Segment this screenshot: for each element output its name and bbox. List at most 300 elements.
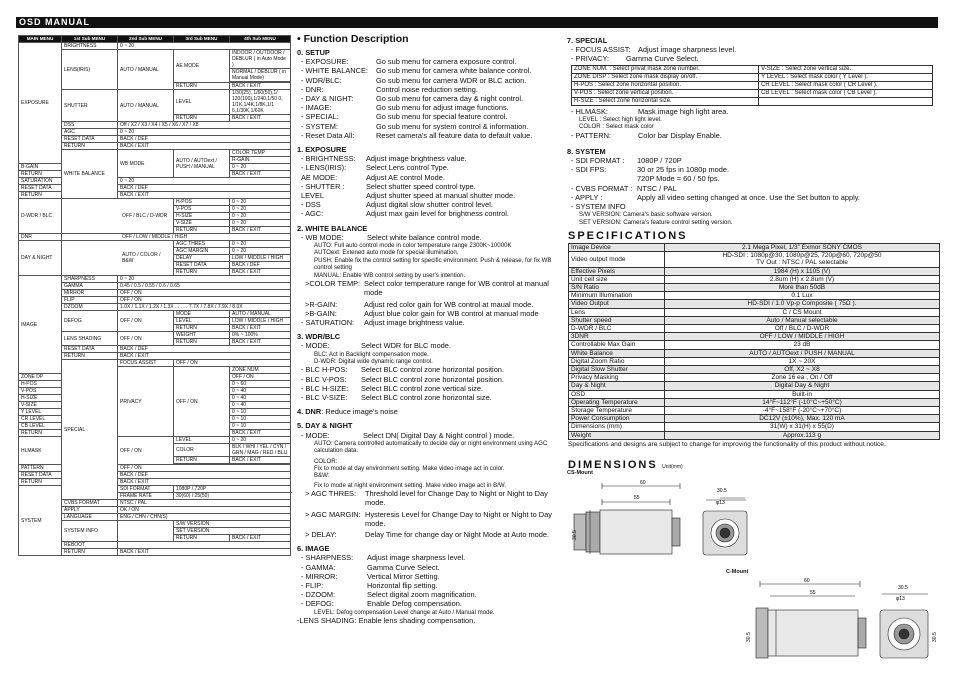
table-row bbox=[569, 284, 940, 292]
cell: OFF / ON bbox=[230, 374, 291, 381]
item-desc: Select BLC control zone vertical size. bbox=[361, 383, 483, 393]
cell: AGC THRES bbox=[174, 241, 230, 248]
cell: NTSC / PAL bbox=[118, 500, 291, 507]
spec-label: Video Output bbox=[569, 300, 665, 308]
setup-list bbox=[297, 57, 562, 140]
cell: RETURN bbox=[19, 479, 62, 486]
item-key: > AGC MARGIN: bbox=[305, 509, 361, 519]
cell: OK / ON bbox=[118, 507, 291, 514]
cell: BACK / EXIT bbox=[230, 227, 291, 234]
item-desc: Go sub menu for camera WDR or BLC action. bbox=[376, 75, 527, 85]
cell: DZOOM bbox=[62, 304, 118, 311]
lens-shading-row: -LENS SHADING: Enable lens shading compensation. bbox=[297, 616, 476, 626]
item-key: > DELAY: bbox=[305, 530, 337, 539]
cell: RESET DATA bbox=[19, 472, 62, 479]
cs-mount-label: CS-Mount bbox=[567, 470, 593, 476]
image-list bbox=[297, 553, 562, 608]
spec-label: 3DNR bbox=[569, 333, 665, 341]
item-key: - CVBS FORMAT : bbox=[571, 183, 633, 193]
wb-rg-row bbox=[297, 300, 562, 309]
list-item bbox=[297, 572, 562, 581]
special-system-section bbox=[567, 36, 942, 226]
item-key: - MIRROR: bbox=[301, 571, 338, 581]
cell: RETURN bbox=[62, 549, 118, 556]
cell: AUTO / MANUAL bbox=[118, 50, 174, 90]
item-desc: Apply all video setting changed at once. Use the Set button to apply. bbox=[637, 192, 860, 202]
cell: RETURN bbox=[174, 269, 230, 276]
item-desc: Horizontal flip setting. bbox=[367, 581, 438, 591]
cell: RETURN bbox=[174, 339, 230, 346]
spec-label: Digital Zoom Ratio bbox=[569, 357, 665, 365]
item-key: - DAY & NIGHT: bbox=[301, 94, 354, 104]
item-desc: Select BLC control zone horizontal size. bbox=[361, 392, 492, 402]
cell: 30(60) / 25(50) bbox=[174, 493, 291, 500]
cell: OFF / ON bbox=[118, 465, 291, 472]
section-heading: 3. WDR/BLC bbox=[297, 332, 341, 342]
spec-label: D-WDR / BLC bbox=[569, 325, 665, 333]
cs-mount-drawing bbox=[570, 478, 750, 563]
col-header: 4th Sub MENU bbox=[230, 36, 291, 43]
hl-note: COLOR : Select mask color bbox=[579, 123, 654, 131]
item-desc: Gamma Curve Select. bbox=[367, 562, 440, 572]
dim-label: 60 bbox=[640, 480, 646, 486]
item-desc: Select BLC control zone horizontal position. bbox=[361, 365, 504, 375]
item-key: - APPLY : bbox=[571, 192, 603, 202]
list-item bbox=[567, 165, 942, 174]
spec-label: Video output mode bbox=[569, 252, 665, 267]
list-item bbox=[297, 66, 562, 75]
item-key: - BRIGHTNESS: bbox=[301, 154, 356, 164]
spec-value: 1X ~ 20X bbox=[665, 357, 940, 365]
spec-value: -4°F~158°F (-20°C~+70°C) bbox=[665, 407, 940, 415]
spec-label: Lens bbox=[569, 308, 665, 316]
dim-label: 60 bbox=[804, 578, 810, 584]
cell: INDOOR / OUTDOOR / DEBLUR ( in Auto Mode ) bbox=[230, 50, 291, 69]
cell: HLMASK bbox=[19, 437, 62, 465]
function-description bbox=[297, 33, 562, 625]
cell: ENG / CHN / CHN(S) bbox=[118, 514, 291, 521]
spec-value: 2.8um (H) x 2.8um (V) bbox=[665, 275, 940, 283]
list-item bbox=[297, 122, 562, 131]
spec-value: HD-SDI : 1080p@30, 1080p@25, 720p@60, 720p@50 TV Out : NTSC / PAL selectable bbox=[665, 252, 940, 267]
col-header: MAIN MENU bbox=[19, 36, 62, 43]
cell: 1080P / 720P bbox=[174, 486, 291, 493]
list-item bbox=[297, 375, 562, 384]
cell: BACK / EXIT bbox=[230, 171, 291, 178]
osd-menu-table bbox=[18, 35, 291, 556]
cell: LANGUAGE bbox=[62, 514, 118, 521]
list-item bbox=[297, 103, 562, 112]
focus-row bbox=[567, 45, 942, 54]
cell: V-POS bbox=[19, 388, 62, 395]
cell: B-GAIN bbox=[19, 164, 62, 171]
table-row bbox=[572, 89, 933, 97]
cell: BACK / DEF bbox=[118, 472, 291, 479]
section-heading: 0. SETUP bbox=[297, 48, 330, 57]
table-row bbox=[19, 43, 291, 50]
cell: LENS SHADING bbox=[62, 332, 118, 346]
cell: BACK / DEF bbox=[118, 136, 291, 143]
list-item bbox=[297, 384, 562, 393]
dn-note: COLOR: bbox=[314, 457, 338, 465]
spec-label: Day & Night bbox=[569, 382, 665, 390]
table-row bbox=[569, 431, 940, 439]
cell: BACK / EXIT bbox=[118, 549, 291, 556]
wb-note: AUTO: Full auto control mode in color temperature range 2300K~10000K bbox=[314, 242, 512, 250]
spec-label: Storage Temperature bbox=[569, 407, 665, 415]
table-row bbox=[572, 73, 933, 81]
table-row bbox=[19, 178, 291, 185]
item-key: - SPECIAL: bbox=[301, 112, 339, 122]
list-item bbox=[297, 209, 562, 218]
cell: OFF / BLC / D-WDR bbox=[62, 199, 174, 234]
cell: 0 ~ 40 bbox=[230, 388, 291, 395]
item-desc: Hysteresis Level for Change Day to Night or Night to Day mode. bbox=[365, 509, 552, 528]
specifications-section bbox=[568, 230, 940, 449]
col-header: 3rd Sub MENU bbox=[174, 36, 230, 43]
cell: 0 ~ 20 bbox=[118, 43, 291, 50]
cell: 0.45 / 0.5 / 0.55 / 0.6 / 0.65 bbox=[118, 283, 291, 290]
cell: Y LEVEL bbox=[19, 409, 62, 416]
table-row bbox=[572, 65, 933, 73]
item-key: - WB MODE: bbox=[301, 232, 344, 242]
table-row bbox=[19, 276, 291, 283]
cell: LENS(IRIS) bbox=[62, 50, 118, 90]
cell: 0 ~ 10 bbox=[230, 416, 291, 423]
item-key: LEVEL bbox=[301, 191, 325, 201]
table-row bbox=[19, 437, 291, 444]
table-row bbox=[569, 316, 940, 324]
item-desc: Delay Time for change day or Night Mode at Auto mode. bbox=[365, 530, 550, 539]
cell: V-POS : Select zone vertical position. bbox=[572, 89, 759, 97]
privacy-row bbox=[567, 54, 942, 63]
sys-note: S/W VERSION: Camera's basic software version. bbox=[579, 211, 713, 219]
cell: V-POS bbox=[174, 206, 230, 213]
specifications-note: Specifications and designs are subject to change for improving the functionality of this product without notice. bbox=[568, 440, 886, 448]
item-desc: Adjust shutter speed at manual shutter mode. bbox=[366, 191, 516, 201]
cell bbox=[118, 521, 174, 542]
wb-note: MANUAL: Enable WB control setting by user's intention. bbox=[314, 271, 466, 279]
cell: MODE bbox=[174, 311, 230, 318]
cell: H-SIZE bbox=[174, 213, 230, 220]
list-item bbox=[297, 581, 562, 590]
item-desc: Select Lens control Type. bbox=[366, 163, 449, 173]
cell: FRAME RATE bbox=[118, 493, 174, 500]
menu-exposure: EXPOSURE bbox=[19, 43, 62, 164]
item-desc: Adjust digital slow shutter control level. bbox=[366, 200, 493, 210]
item-desc: Adjust AE control Mode. bbox=[366, 172, 445, 182]
cell: H-SIZE bbox=[19, 395, 62, 402]
cell: RETURN bbox=[19, 171, 62, 178]
spec-label: White Balance bbox=[569, 349, 665, 357]
item-key: >COLOR TEMP: bbox=[305, 279, 361, 289]
list-item bbox=[297, 173, 562, 182]
cell: SET VERSION bbox=[174, 528, 291, 535]
cell: RETURN bbox=[19, 430, 62, 437]
spec-value: 1984 (H) x 1105 (V) bbox=[665, 267, 940, 275]
cell: ZONE NUM. : Select privat mask zone number. bbox=[572, 65, 759, 73]
dn-note: AUTO: Camera controlled automatically to decide day or night environment using AGC calculation data. bbox=[314, 439, 548, 455]
item-key: - WDR/BLC: bbox=[301, 75, 342, 85]
col-header: 2nd Sub MENU bbox=[118, 36, 174, 43]
item-key: - EXPOSURE: bbox=[301, 57, 349, 67]
col-header: 1st Sub MENU bbox=[62, 36, 118, 43]
cell: LEVEL bbox=[174, 90, 230, 115]
cell: BACK / EXIT bbox=[230, 269, 291, 276]
cell: BACK / EXIT bbox=[230, 457, 291, 464]
c-mount-drawing bbox=[740, 578, 940, 670]
item-key: - FOCUS ASSIST: bbox=[571, 45, 631, 55]
item-key: - PRIVACY: bbox=[571, 54, 610, 64]
cell: H-POS bbox=[19, 381, 62, 388]
section-heading: 7. SPECIAL bbox=[567, 36, 608, 45]
item-key: - DNR: bbox=[301, 84, 324, 94]
item-key: >B-GAIN: bbox=[305, 308, 337, 318]
menu-dnr: DNR bbox=[19, 234, 62, 241]
list-item bbox=[297, 191, 562, 200]
item-key: - MODE: bbox=[301, 430, 330, 440]
cell: BLK / WHI / YEL / CYN / GRN / MAG / RED / BLU bbox=[230, 444, 291, 457]
cell: BACK / DEF bbox=[230, 262, 291, 269]
c-mount-label: C-Mount bbox=[726, 569, 749, 575]
list-item bbox=[297, 365, 562, 374]
item-key: - SATURATION: bbox=[301, 317, 355, 327]
item-key: - DZOOM: bbox=[301, 590, 336, 600]
cell: BACK / EXIT bbox=[118, 479, 291, 486]
item-desc: Adjust image brightness value. bbox=[366, 154, 467, 164]
spec-label: Privacy Masking bbox=[569, 374, 665, 382]
cell: BACK / EXIT bbox=[230, 535, 291, 542]
cell: S/W VERSION bbox=[174, 521, 291, 528]
cell: COLOR bbox=[174, 444, 230, 457]
cell: R-GAIN bbox=[230, 157, 291, 164]
item-key: - BLC V-SIZE: bbox=[301, 392, 348, 402]
item-key: - SHARPNESS: bbox=[301, 553, 354, 563]
specifications-table bbox=[568, 243, 940, 440]
item-key: > AGC THRES: bbox=[305, 489, 356, 499]
list-item bbox=[297, 590, 562, 599]
hlmask-row bbox=[567, 107, 942, 116]
list-item bbox=[297, 599, 562, 608]
cell: 0 ~ 40 bbox=[230, 395, 291, 402]
table-row bbox=[19, 185, 291, 192]
cell: RETURN bbox=[174, 535, 230, 542]
table-row bbox=[19, 465, 291, 472]
cell: 0 ~ 20 bbox=[118, 276, 291, 283]
cell: OFF / ON bbox=[118, 332, 174, 346]
cell: MIRROR bbox=[62, 290, 118, 297]
cell: FLIP bbox=[62, 297, 118, 304]
item-desc: Adjust blue color gain for WB control at manual mode bbox=[364, 308, 539, 318]
dim-label: 30.5 bbox=[932, 632, 938, 642]
dn-agc-row bbox=[297, 489, 562, 507]
cell: 0 ~ 20 bbox=[118, 129, 291, 136]
cell: 0 ~ 20 bbox=[230, 213, 291, 220]
item-desc: Select WDR for BLC mode. bbox=[361, 341, 451, 351]
item-desc: Select BLC control zone horizontal position. bbox=[361, 374, 504, 384]
list-item bbox=[567, 174, 942, 183]
spec-value: Off / BLC / D-WDR bbox=[665, 325, 940, 333]
item-desc: Vertical Mirror Setting. bbox=[367, 571, 440, 581]
item-desc: Go sub menu for special feature control. bbox=[376, 112, 508, 122]
cell: BACK / EXIT bbox=[230, 339, 291, 346]
spec-value: 31(W) x 31(H) x 55(D) bbox=[665, 423, 940, 431]
cell: 0 ~ 10 bbox=[230, 409, 291, 416]
table-row bbox=[569, 267, 940, 275]
item-desc: Mask image high light area. bbox=[638, 106, 729, 116]
cell: LOW / MIDDLE / HIGH bbox=[230, 318, 291, 325]
spec-value: Off, X2 ~ X8 bbox=[665, 366, 940, 374]
cell: SATURATION bbox=[19, 178, 62, 185]
cell: BACK / EXIT bbox=[118, 192, 291, 199]
cell: BACK / EXIT bbox=[230, 83, 291, 90]
table-row bbox=[569, 300, 940, 308]
cell: OFF / ON bbox=[118, 290, 291, 297]
item-key: - WHITE BALANCE: bbox=[301, 66, 368, 76]
spec-value: 23 dB bbox=[665, 341, 940, 349]
cell: RETURN bbox=[174, 115, 230, 122]
dim-label: 30.5 bbox=[572, 530, 578, 540]
cell: LOW / MIDDLE / HIGH bbox=[230, 255, 291, 262]
table-row bbox=[569, 333, 940, 341]
item-desc: Select digital zoom magnification. bbox=[367, 590, 477, 600]
item-key: - MODE: bbox=[301, 341, 330, 351]
cell: OFF / ON bbox=[118, 311, 174, 332]
spec-label: Minimum Illumination bbox=[569, 292, 665, 300]
wb-sat-row bbox=[297, 318, 562, 327]
cell: RESET DATA bbox=[62, 346, 118, 353]
table-header-row bbox=[19, 36, 291, 43]
item-key: - BLC H-POS: bbox=[301, 365, 348, 375]
spec-value: More than 50dB bbox=[665, 284, 940, 292]
item-desc: : Reduce image's noise bbox=[321, 407, 398, 417]
table-row bbox=[572, 81, 933, 89]
hl-note: LEVEL : Select high light level. bbox=[579, 115, 662, 123]
cell: OFF / ON bbox=[118, 437, 174, 465]
table-row bbox=[569, 423, 940, 431]
dn-delay-row bbox=[297, 530, 562, 539]
spec-label: Dimensions (mm) bbox=[569, 423, 665, 431]
cell bbox=[759, 97, 933, 105]
table-row bbox=[19, 234, 291, 241]
item-key: - DSS bbox=[301, 200, 321, 210]
item-desc: 1080P / 720P bbox=[637, 156, 682, 166]
table-row bbox=[569, 398, 940, 406]
item-key: - SDI FPS: bbox=[571, 165, 607, 175]
cell: REBOOT bbox=[62, 542, 118, 549]
cell: V-SIZE bbox=[174, 220, 230, 227]
dim-label: 30.5 bbox=[717, 488, 727, 494]
spec-value: OFF / LOW / MIDDLE / HIGH bbox=[665, 333, 940, 341]
item-key: - FLIP: bbox=[301, 581, 324, 591]
cell: RETURN bbox=[62, 353, 118, 360]
table-row bbox=[569, 244, 940, 252]
item-key: - SDI FORMAT : bbox=[571, 156, 625, 166]
item-desc: Go sub menu for camera white balance control. bbox=[376, 66, 532, 76]
item-key: >R-GAIN: bbox=[305, 299, 338, 309]
dn-note: Fix to mode at night environment setting. Make video image act in B/W. bbox=[314, 481, 507, 489]
cell: H-POS bbox=[174, 199, 230, 206]
cell: CB LEVEL : Select mask color ( CB Level ). bbox=[759, 89, 933, 97]
cell: 1/30(25), 1/60(50),1/ 120(100),1/240,1/50 0, 1/1K,1/4K,1/8K,1/1 6,1/30K,1/60K bbox=[230, 90, 291, 115]
cell: OFF / ON bbox=[118, 297, 291, 304]
table-row bbox=[569, 390, 940, 398]
cell: V-SIZE : Select zone vertical size. bbox=[759, 65, 933, 73]
cell: ZONE DP bbox=[19, 374, 62, 381]
table-row bbox=[19, 486, 291, 493]
defog-note: LEVEL: Defog compensation Level change at Auto / Manual mode. bbox=[314, 608, 495, 616]
cell: 0 ~ 20 bbox=[230, 220, 291, 227]
cell: 0 ~ 20 bbox=[230, 248, 291, 255]
item-desc: Go sub menu for camera exposure control. bbox=[376, 57, 517, 67]
cell: WB MODE bbox=[118, 150, 174, 178]
cell: SYSTEM INFO bbox=[62, 521, 118, 542]
cell: 0 ~ 20 bbox=[118, 178, 291, 185]
menu-system: SYSTEM bbox=[19, 486, 62, 556]
spec-label: Shutter speed bbox=[569, 316, 665, 324]
table-row bbox=[569, 349, 940, 357]
cell bbox=[118, 542, 291, 549]
list-item bbox=[297, 393, 562, 402]
dim-label: 30.5 bbox=[898, 585, 908, 591]
cell: 0% ~ 100% bbox=[230, 332, 291, 339]
cell: PRIVACY bbox=[118, 367, 174, 437]
table-row bbox=[572, 97, 933, 105]
spec-value: 2.1 Mega Pixel, 1/3" Exmor SONY CMOS bbox=[665, 244, 940, 252]
list-item bbox=[297, 112, 562, 121]
wdr-note: BLC: Act in Backlight compensation mode. bbox=[314, 350, 429, 358]
cell: BACK / DEF bbox=[118, 346, 291, 353]
table-row bbox=[569, 415, 940, 423]
spec-label: Digital Slow Shutter bbox=[569, 366, 665, 374]
spec-value: DC12V (±10%), Max. 120 mA bbox=[665, 415, 940, 423]
spec-label: Controllable Max Gain bbox=[569, 341, 665, 349]
menu-dwdr-blc: D-WDR / BLC bbox=[19, 199, 62, 234]
list-item bbox=[567, 156, 942, 165]
wb-note: AUTOext: Extened auto mode for special illumination. bbox=[314, 249, 459, 257]
list-item bbox=[297, 94, 562, 103]
item-desc: Adjust red color gain for WB control at maual mode. bbox=[364, 299, 534, 309]
cell: BACK / EXIT bbox=[118, 353, 291, 360]
spec-label: Operating Temperature bbox=[569, 398, 665, 406]
table-row bbox=[569, 252, 940, 267]
list-item bbox=[297, 57, 562, 66]
cell: WEIGHT bbox=[174, 332, 230, 339]
cell: 0 ~ 20 bbox=[230, 199, 291, 206]
item-key: - BLC V-POS: bbox=[301, 374, 347, 384]
item-desc: NTSC / PAL bbox=[637, 183, 677, 193]
cell: RETURN bbox=[19, 192, 62, 199]
menu-special: SPECIAL bbox=[62, 360, 118, 500]
cell: SHUTTER bbox=[62, 90, 118, 122]
item-desc: Gamma Curve Select. bbox=[626, 54, 699, 64]
spec-value: Approx.113 g bbox=[665, 431, 940, 439]
cell: BRIGHTNESS bbox=[62, 43, 118, 50]
item-key: - SYSTEM: bbox=[301, 121, 338, 131]
cell: ZONE DISP : Select zone mask display on/off. bbox=[572, 73, 759, 81]
wb-mode-row bbox=[297, 233, 562, 242]
spec-value: Digital Day & Night bbox=[665, 382, 940, 390]
spec-value: Auto / Manual selectable bbox=[665, 316, 940, 324]
cell: 0 ~ 10 bbox=[230, 423, 291, 430]
item-key: - SHUTTER : bbox=[301, 181, 345, 191]
cell: RETURN bbox=[62, 143, 118, 150]
cell: RETURN bbox=[174, 325, 230, 332]
spec-value: 0.1 Lux bbox=[665, 292, 940, 300]
spec-value: C / CS Mount bbox=[665, 308, 940, 316]
sysinfo-row: - SYSTEM INFO bbox=[571, 202, 626, 212]
cell: DEFOG bbox=[62, 311, 118, 332]
